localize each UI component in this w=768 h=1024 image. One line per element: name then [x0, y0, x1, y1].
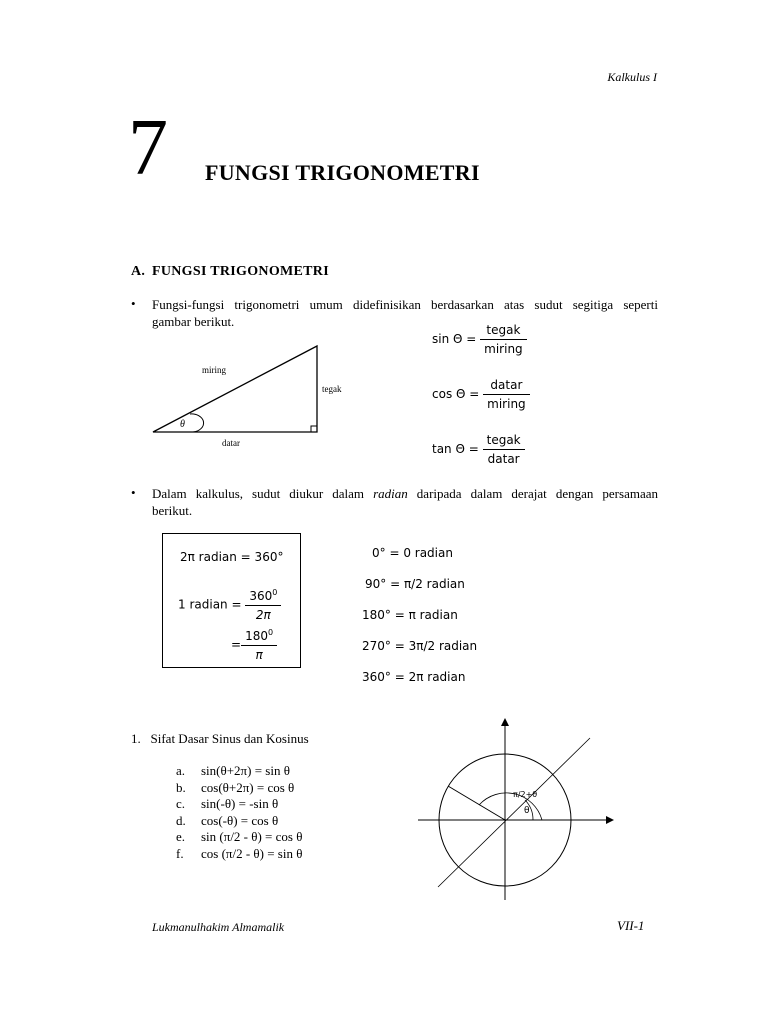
property-text: cos (π/2 - θ) = sin θ [201, 845, 303, 861]
box-frac2-sup: 0 [267, 628, 274, 637]
conversion-0: 0° = 0 radian [372, 546, 453, 560]
paragraph-definition [152, 296, 658, 330]
label-miring: miring [202, 365, 226, 375]
property-text: sin(θ+2π) = sin θ [201, 763, 290, 778]
sin-lhs: sin Θ = [432, 332, 477, 346]
paragraph-post: daripada dalam derajat dengan persamaan [407, 486, 658, 501]
box-frac1-denominator: 2π [255, 608, 271, 622]
conversion-90: 90° = π/2 radian [365, 577, 465, 591]
tan-formula [432, 433, 525, 466]
paragraph-line: gambar berikut. [152, 314, 235, 329]
tan-lhs: tan Θ = [432, 442, 479, 456]
angle-arc [190, 414, 204, 432]
property-text: cos(-θ) = cos θ [201, 812, 279, 828]
footer-author: Lukmanulhakim Almamalik [152, 920, 285, 934]
conversion-270: 270° = 3π/2 radian [362, 639, 478, 653]
label-circle-theta: θ [524, 806, 530, 816]
label-tegak: tegak [322, 384, 342, 394]
box-frac1-numerator [245, 588, 281, 606]
paragraph-italic: radian [373, 486, 408, 501]
properties-list [176, 763, 302, 862]
label-datar: datar [222, 438, 240, 448]
box-frac2-num-value: 180 [245, 629, 268, 643]
section-title: FUNGSI TRIGONOMETRI [152, 264, 329, 279]
label-theta: θ [180, 419, 185, 430]
tan-denominator: datar [487, 452, 520, 466]
complement-ray [448, 786, 505, 820]
property-text: sin(-θ) = -sin θ [201, 796, 279, 811]
property-label: d. [176, 812, 186, 828]
cos-lhs: cos Θ = [432, 387, 480, 401]
theta-ray [438, 738, 590, 887]
chapter-number: 7 [128, 104, 168, 192]
box-frac2-denominator: π [255, 648, 263, 662]
section-heading [131, 264, 329, 280]
box-line-2 [178, 588, 281, 622]
property-item [176, 763, 302, 780]
right-angle-marker [311, 426, 317, 432]
label-pi-half-plus-theta: π/2+θ [513, 790, 538, 799]
cos-numerator: datar [483, 378, 530, 395]
property-label: e. [176, 829, 186, 844]
box-line-3-lhs: = [231, 637, 242, 652]
property-text: sin (π/2 - θ) = cos θ [201, 829, 303, 844]
chapter-title: FUNGSI TRIGONOMETRI [205, 160, 480, 185]
box-frac2-numerator [241, 628, 277, 646]
paragraph-line [152, 485, 658, 502]
cos-denominator: miring [487, 397, 526, 411]
sin-fraction [480, 323, 527, 356]
box-line-2-lhs: 1 radian = [178, 597, 242, 612]
property-item [176, 796, 302, 813]
bullet-marker: • [131, 485, 136, 500]
property-label: c. [176, 796, 186, 811]
paragraph-pre: Dalam kalkulus, sudut diukur dalam [152, 486, 374, 501]
property-item [176, 846, 302, 863]
right-triangle-figure [145, 340, 365, 450]
running-header: Kalkulus I [607, 70, 657, 84]
paragraph-radian [152, 485, 658, 519]
sin-denominator: miring [484, 342, 523, 356]
box-line-3 [231, 628, 277, 662]
tan-fraction [483, 433, 525, 466]
box-frac1-num-value: 360 [249, 589, 273, 603]
properties-title: 1. Sifat Dasar Sinus dan Kosinus [131, 731, 309, 746]
property-label: f. [176, 845, 184, 861]
sin-formula [432, 323, 527, 356]
cos-formula [432, 378, 530, 411]
box-fraction-2 [241, 628, 277, 662]
footer-page-number: VII-1 [617, 918, 645, 933]
paragraph-line: berikut. [152, 503, 193, 518]
box-fraction-1 [245, 588, 281, 622]
triangle-shape [153, 346, 317, 432]
conversion-360: 360° = 2π radian [362, 670, 466, 684]
bullet-marker: • [131, 296, 136, 311]
tan-numerator: tegak [483, 433, 525, 450]
unit-circle-figure [400, 710, 630, 910]
paragraph-line: Fungsi-fungsi trigonometri umum didefinisikan berdasarkan atas sudut segitiga seperti [152, 297, 658, 312]
conversion-180: 180° = π radian [362, 608, 458, 622]
property-item [176, 829, 302, 846]
section-label: A. [131, 264, 146, 279]
box-line-1: 2π radian = 360° [180, 550, 284, 564]
box-frac1-sup: 0 [272, 588, 278, 597]
property-item [176, 813, 302, 830]
property-label: b. [176, 779, 186, 795]
sin-numerator: tegak [480, 323, 527, 340]
cos-fraction [483, 378, 530, 411]
property-item [176, 780, 302, 797]
property-text: cos(θ+2π) = cos θ [201, 779, 295, 795]
property-label: a. [176, 763, 186, 778]
